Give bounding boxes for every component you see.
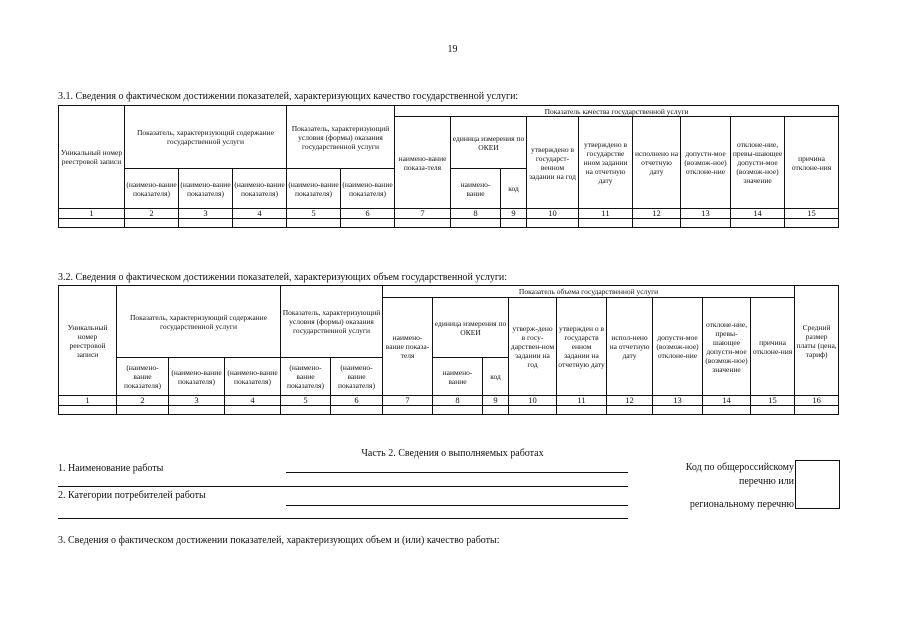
col-indicator-name: наимено-вание показа-теля [383,298,433,396]
column-number: 4 [233,209,287,219]
col-exceeding-deviation: отклоне-ние, превы-шающее допусти-мое (возмож-ное) значение [703,298,751,396]
col-sub-name: (наимено-вание показателя) [117,358,169,396]
col-sub-name: (наимено-вание показателя) [125,169,179,209]
column-number: 10 [509,396,557,406]
column-number: 5 [287,209,341,219]
consumers-field[interactable] [286,505,628,506]
table-row [59,406,839,415]
col-allowed-deviation: допусти-мое (возмож-ное) отклоне-ние [681,117,731,209]
column-number: 2 [125,209,179,219]
page-number: 19 [447,44,458,55]
column-number: 1 [59,209,125,219]
col-unit-okei: единица измерения по ОКЕИ [451,117,527,169]
col-deviation-reason: причина отклоне-ния [751,298,795,396]
col-unit-name: наимено-вание [433,358,483,396]
quality-indicators-table [58,105,839,228]
consumers-label: 2. Категории потребителей работы [58,490,206,501]
column-number: 8 [451,209,501,219]
col-unit-code: код [483,358,509,396]
code-label: Код по общероссийскому перечню или региональному перечню [685,462,794,510]
col-exceeding-deviation: отклоне-ние, превы-шающее допусти-мое (возмож-ное) значение [731,117,785,209]
column-number: 6 [341,209,395,219]
col-volume-group: Показатель объема государственной услуги [383,286,795,298]
col-content-indicator: Показатель, характеризующий содержание государственной услуги [125,106,287,169]
col-sub-name: (наимено-вание показателя) [287,169,341,209]
column-number: 11 [579,209,633,219]
column-number: 12 [607,396,653,406]
col-allowed-deviation: допусти-мое (возмож-ное) отклоне-ние [653,298,703,396]
col-conditions-indicator: Показатель, характеризующий условия (формы) оказания государственной услуги [281,286,383,358]
column-number: 1 [59,396,117,406]
col-approved-date: утвержден о в государств енном задании на отчетную дату [557,298,607,396]
column-number: 4 [225,396,281,406]
volume-indicators-table [58,285,839,415]
column-number: 9 [501,209,527,219]
column-number: 2 [117,396,169,406]
col-approved-year: утверждено в государст-венном задании на год [527,117,579,209]
table-row [59,219,839,228]
part2-title: Часть 2. Сведения о выполняемых работах [361,448,544,459]
col-executed: испол-нено на отчетную дату [607,298,653,396]
column-number: 9 [483,396,509,406]
col-unit-okei: единица измерения по ОКЕИ [433,298,509,358]
section-3-2-heading: 3.2. Сведения о фактическом достижении показателей, характеризующих объем государственной услуги: [58,272,508,283]
col-sub-name: (наимено-вание показателя) [169,358,225,396]
col-deviation-reason: причина отклоне-ния [785,117,839,209]
col-unit-code: код [501,169,527,209]
col-conditions-indicator: Показатель, характеризующий условия (формы) оказания государственной услуги [287,106,395,169]
column-number: 10 [527,209,579,219]
col-average-price: Средний размер платы (цена, тариф) [795,286,839,396]
column-number: 14 [703,396,751,406]
work-code-box[interactable] [795,460,840,509]
col-sub-name: (наимено-вание показателя) [331,358,383,396]
column-number: 7 [383,396,433,406]
column-number: 15 [785,209,839,219]
column-number: 13 [653,396,703,406]
col-approved-year: утверж-дено в госу-дарствен-ном задании на год [509,298,557,396]
work-name-field[interactable] [286,472,628,473]
col-unique-number: Уникальный номер реестровой записи [59,106,125,209]
column-number: 12 [633,209,681,219]
work-name-label: 1. Наименование работы [58,463,164,474]
col-sub-name: (наимено-вание показателя) [233,169,287,209]
column-number: 16 [795,396,839,406]
col-unit-name: наимено-вание [451,169,501,209]
section-3-1-heading: 3.1. Сведения о фактическом достижении показателей, характеризующих качество государственной услуги: [58,91,519,102]
col-indicator-name: наимено-вание показа-теля [395,117,451,209]
column-number: 13 [681,209,731,219]
col-sub-name: (наимено-вание показателя) [281,358,331,396]
column-number: 11 [557,396,607,406]
column-number: 15 [751,396,795,406]
column-number: 7 [395,209,451,219]
col-sub-name: (наимено-вание показателя) [225,358,281,396]
column-number: 5 [281,396,331,406]
column-number: 14 [731,209,785,219]
col-sub-name: (наимено-вание показателя) [341,169,395,209]
work-name-field-line-2[interactable] [58,486,628,487]
column-number: 8 [433,396,483,406]
column-number: 3 [179,209,233,219]
consumers-field-line-2[interactable] [58,518,628,519]
col-content-indicator: Показатель, характеризующий содержание государственной услуги [117,286,281,358]
column-number: 3 [169,396,225,406]
column-number: 6 [331,396,383,406]
col-unique-number: Уникальный номер реестровой записи [59,286,117,396]
col-approved-date: утверждено в государстве нном задании на отчетную дату [579,117,633,209]
col-executed: исполнено на отчетную дату [633,117,681,209]
col-sub-name: (наимено-вание показателя) [179,169,233,209]
col-quality-group: Показатель качества государственной услуги [395,106,839,117]
section-3-heading: 3. Сведения о фактическом достижении показателей, характеризующих объем и (или) качество работы: [58,535,500,546]
